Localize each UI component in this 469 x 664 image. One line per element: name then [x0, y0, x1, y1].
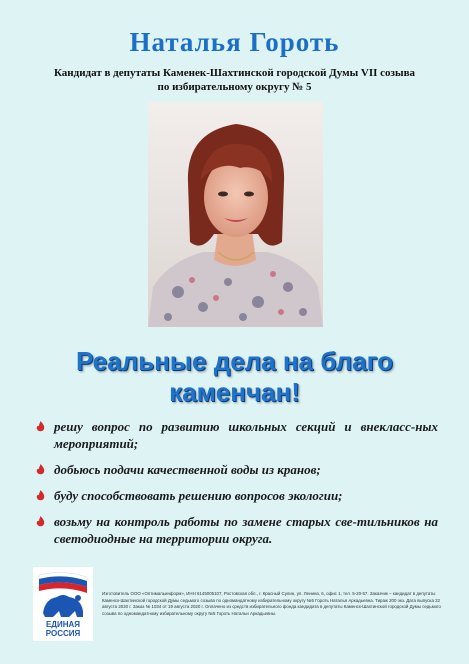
- subtitle-line-1: Кандидат в депутаты Каменек-Шахтинской городской Думы VII созыва: [53, 67, 416, 79]
- party-logo: [33, 567, 93, 641]
- pledge-item: [34, 461, 438, 478]
- candidate-subtitle: [20, 66, 449, 94]
- pledge-text: возьму на контроль работы по замене старых све-тильников на светодиодные на территории округа.: [54, 514, 438, 546]
- pledge-text: добьюсь подачи качественной воды из кранов;: [54, 462, 321, 477]
- pledge-text: буду способствовать решению вопросов экологии;: [54, 488, 343, 503]
- flame-bullet-icon: [34, 463, 47, 476]
- candidate-photo: [148, 102, 323, 327]
- flame-bullet-icon: [34, 515, 47, 528]
- subtitle-line-2: по избирательному округу № 5: [157, 81, 312, 93]
- slogan: [0, 346, 469, 408]
- portrait-illustration: [148, 102, 323, 327]
- logo-text-line-2: РОССИЯ: [45, 629, 81, 638]
- imprint-fine-print: Изготовитель ООО «Оптимальинформ», ИНН 6145005107, Ростовская обл., г. Красный Сулин, ул. Ленина, 6, офис 1, тел. 5-20-57. Заказчик – кандидат в депутаты Каменск-Шахтинской городской Думы седьмого созыва по одномандатному избирательному округу №5 Гороть Наталья Аркадьевна. Тираж 200 экз. Дата выпуска 22 августа 2020 г. Заказ № 1034 от 19 августа 2020 г. Оплачено из средств избирательного фонда кандидата в депутаты Каменск-Шахтинской городской Думы седьмого созыва по одномандатному избирательному округу №5 Гороть Натальи Аркадьевны.: [102, 591, 441, 616]
- pledge-item: [34, 513, 438, 547]
- flame-bullet-icon: [34, 489, 47, 502]
- flame-bullet-icon: [34, 420, 47, 433]
- slogan-line-2: каменчан!: [169, 377, 300, 407]
- candidate-name: Наталья Гороть: [129, 27, 340, 57]
- logo-text-line-1: ЕДИНАЯ: [45, 620, 81, 629]
- pledge-item: [34, 487, 438, 504]
- pledge-list: [34, 418, 438, 556]
- pledge-text: решу вопрос по развитию школьных секций и внекласс-ных мероприятий;: [54, 419, 438, 451]
- united-russia-bear-icon: [33, 567, 93, 641]
- slogan-line-1: Реальные дела на благо: [75, 346, 393, 376]
- pledge-item: [34, 418, 438, 452]
